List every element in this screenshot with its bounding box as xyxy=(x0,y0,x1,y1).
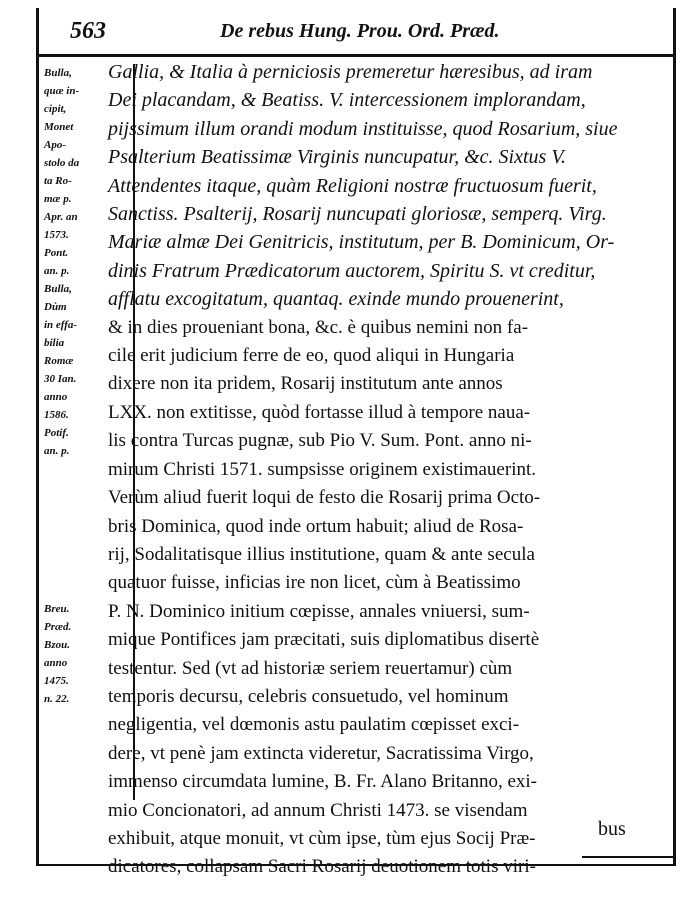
margin-line: anno xyxy=(44,657,68,669)
text-line: mique Pontifices jam præcitati, suis diplomatibus disertè xyxy=(108,629,540,651)
margin-line: 1586. xyxy=(44,409,69,421)
text-line: dicatores, collapsam Sacri Rosarij deuotionem totis viri- xyxy=(108,856,536,878)
text-line: Psalterium Beatissimæ Virginis nuncupatur, &c. Sixtus V. xyxy=(108,146,566,169)
text-line: cile erit judicium ferre de eo, quod aliqui in Hungaria xyxy=(108,345,515,367)
text-line: Attendentes itaque, quàm Religioni nostræ fructuosum fuerit, xyxy=(108,174,597,197)
margin-line: in effa- xyxy=(44,319,78,331)
text-line: negligentia, vel dœmonis astu paulatim cœpisset exci- xyxy=(108,714,520,736)
margin-line: Potif. xyxy=(44,427,69,439)
margin-line: n. 22. xyxy=(44,693,70,705)
margin-line: quæ in- xyxy=(44,85,80,97)
margin-line: ta Ro- xyxy=(44,175,72,187)
text-line: Verùm aliud fuerit loqui de festo die Rosarij prima Octo- xyxy=(108,487,541,509)
right-border xyxy=(673,8,676,866)
text-line: Dei placandam, & Beatiss. V. intercessionem implorandam, xyxy=(108,89,586,112)
text-line: temporis decursu, celebris consuetudo, vel hominum xyxy=(108,685,509,707)
margin-note-breviary xyxy=(44,600,71,708)
text-line: Sanctiss. Psalterij, Rosarij nuncupati gloriosæ, semperq. Virg. xyxy=(108,203,607,226)
page-number: 563 xyxy=(70,18,106,44)
margin-line: Bulla, xyxy=(44,67,72,79)
margin-line: Romæ xyxy=(44,355,74,367)
text-line: afflatu excogitatum, quantaq. exinde mundo prouenerint, xyxy=(108,288,564,311)
margin-line: mæ p. xyxy=(44,193,72,205)
margin-line: bilia xyxy=(44,337,65,349)
text-line: dinis Fratrum Prædicatorum auctorem, Spiritu S. vt creditur, xyxy=(108,259,596,282)
text-line: rij, Sodalitatisque illius institutione, quam & ante secula xyxy=(108,543,535,565)
margin-line: 1475. xyxy=(44,675,69,687)
text-line: exhibuit, atque monuit, vt cùm ipse, tùm ejus Socij Præ- xyxy=(108,827,536,849)
text-line: Mariæ almæ Dei Genitricis, institutum, per B. Dominicum, Or- xyxy=(108,231,615,254)
margin-line: Apr. an xyxy=(44,211,78,223)
text-line: testentur. Sed (vt ad historiæ seriem reuertamur) cùm xyxy=(108,657,513,679)
text-line: quatuor fuisse, inficias ire non licet, cùm à Beatissimo xyxy=(108,572,521,594)
text-line: P. N. Dominico initium cœpisse, annales vniuersi, sum- xyxy=(108,600,530,622)
page-header xyxy=(40,16,660,46)
body-text xyxy=(108,58,664,882)
catchword: bus xyxy=(598,818,626,840)
text-line: mio Concionatori, ad annum Christi 1473. se visendam xyxy=(108,799,528,821)
margin-line: Bzou. xyxy=(44,639,70,651)
header-rule xyxy=(36,54,676,57)
text-line: pijssimum illum orandi modum instituisse, quod Rosarium, siue xyxy=(108,117,618,140)
running-head: De rebus Hung. Prou. Ord. Præd. xyxy=(220,20,500,42)
margin-line: Monet xyxy=(44,121,74,133)
margin-note-bulls xyxy=(44,64,79,460)
text-line: LXX. non extitisse, quòd fortasse illud à tempore naua- xyxy=(108,401,531,423)
text-line: dere, vt penè jam extincta videretur, Sacratissima Virgo, xyxy=(108,742,534,764)
margin-line: 1573. xyxy=(44,229,69,241)
text-line: lis contra Turcas pugnæ, sub Pio V. Sum. Pont. anno ni- xyxy=(108,430,532,452)
text-line: dixere non ita pridem, Rosarij institutum ante annos xyxy=(108,373,503,395)
margin-line: Breu. xyxy=(44,603,70,615)
margin-line: cipit, xyxy=(44,103,67,115)
margin-line: 30 Ian. xyxy=(44,373,77,385)
text-line: immenso circumdata lumine, B. Fr. Alano Britanno, exi- xyxy=(108,771,538,793)
margin-line: Pont. xyxy=(44,247,69,259)
left-border xyxy=(36,8,39,866)
text-line: & in dies proueniant bona, &c. è quibus nemini non fa- xyxy=(108,316,529,338)
margin-line: Bulla, xyxy=(44,283,72,295)
margin-line: an. p. xyxy=(44,265,70,277)
margin-line: stolo da xyxy=(44,157,80,169)
margin-line: anno xyxy=(44,391,68,403)
text-line: bris Dominica, quod inde ortum habuit; aliud de Rosa- xyxy=(108,515,524,537)
margin-line: Apo- xyxy=(44,139,66,151)
text-line: Gallia, & Italia à perniciosis premeretur hæresibus, ad iram xyxy=(108,61,593,83)
margin-line: Dùm xyxy=(44,301,67,313)
margin-line: Præd. xyxy=(44,621,72,633)
text-line: mirum Christi 1571. sumpsisse originem existimauerint. xyxy=(108,458,537,480)
margin-line: an. p. xyxy=(44,445,70,457)
